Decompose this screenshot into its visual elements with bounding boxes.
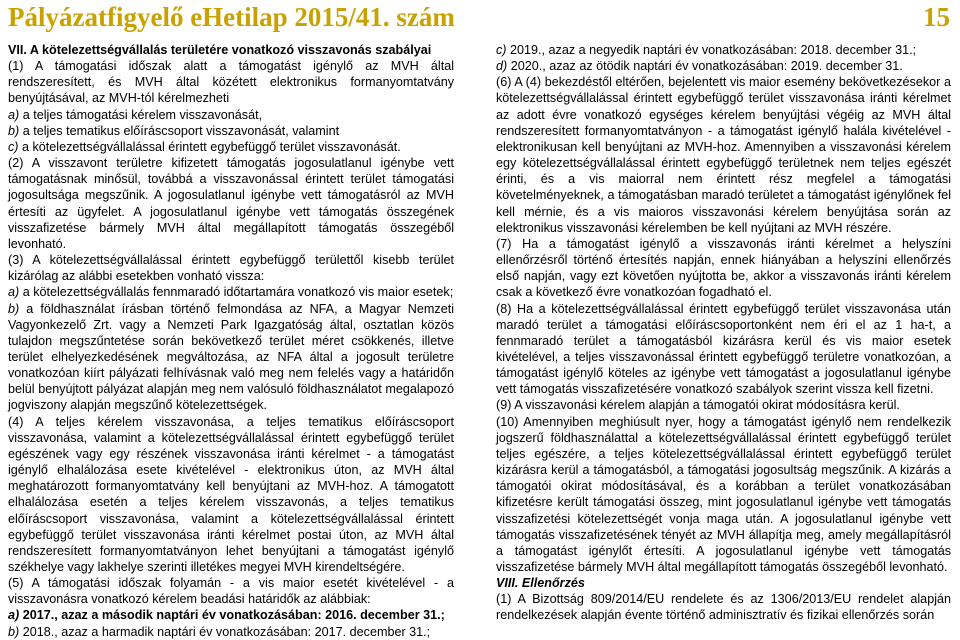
list-item-a xyxy=(8,107,454,123)
paragraph-5: (5) A támogatási időszak folyamán - a vis maior esetét kivételével - a visszavonásra vonatkozó kérelem beadási határidők az alábbiak: xyxy=(8,576,454,607)
list-item-b xyxy=(8,123,454,139)
paragraph-4: (4) A teljes kérelem visszavonása, a teljes tematikus előíráscsoport visszavonása, valamint a kötelezettségvállalással érintett egybefüggő terület egészének vagy egy részének visszavonása iránti kérelmet - a támogatást igénylő elhalálozása esete kivételével - elektronikus úton, az MVH által meghatározott formanyomtatvány kell benyújtani az MVH-hoz. A támogatott elhalálozása esetén a teljes kérelem visszavonás, a teljes tematikus előíráscsoport visszavonása, valamint a kötelezettségvállalással érintett egybefüggő terület visszavonása iránti kérelmet postai úton, az MVH által rendszeresített formanyomtatványon lehet benyújtani a támogatást igénylő székhelye vagy lakhelye szerinti illetékes megyei MVH kirendeltségére. xyxy=(8,414,454,574)
list-text: a teljes tematikus előíráscsoport visszavonását, valamint xyxy=(19,123,340,138)
list-text: a teljes támogatási kérelem visszavonását, xyxy=(19,107,263,122)
section-title-vii: VII. A kötelezettségvállalás területére vonatkozó visszavonás szabályai xyxy=(8,43,432,57)
journal-title: Pályázatfigyelő eHetilap 2015/41. szám xyxy=(8,2,455,32)
list-item-5d xyxy=(496,58,951,74)
list-label: b) xyxy=(8,301,20,316)
list-text: a földhasználat írásban történő felmondása az NFA, a Magyar Nemzeti Vagyonkezelő Zrt. vagy a Nemzeti Park Igazgatóság által, osztatlan közös tulajdon megszűntetése során bekövetkező terület méret csökkenés, illetve terület elhelyezkedésének megváltozása, az NFA által a jogosult területre vonatkozóan kiírt pályázati felhívásnak való meg nem felelés vagy a határidőn belül benyújtott pályázat alapján meg nem valósuló földhasználatot megalapozó jogviszony alapján megszűnő kötelezettségek. xyxy=(8,301,454,413)
section-title-viii: VIII. Ellenőrzés xyxy=(496,576,585,591)
list-item-3b xyxy=(8,301,454,414)
list-label: c) xyxy=(496,43,507,57)
list-label: d) xyxy=(496,59,508,74)
list-label: a) xyxy=(8,107,20,122)
list-label: c) xyxy=(8,139,19,154)
list-item-5c xyxy=(496,42,951,58)
list-item-c xyxy=(8,139,454,155)
list-label: a) xyxy=(8,285,20,300)
left-column xyxy=(8,42,454,640)
list-text: 2018., azaz a harmadik naptári év vonatkozásában: 2017. december 31.; xyxy=(19,624,431,639)
list-item-5b xyxy=(8,624,454,640)
paragraph-7: (7) Ha a támogatást igénylő a visszavonás iránti kérelmet a helyszíni ellenőrzésről történő értesítés napján, ennek hiányában a helyszíni ellenőrzés első napján, vagy ezt követően nyújtotta be, akkor a visszavonás iránti kérelem csak a következő évre vonatkozóan fogadható el. xyxy=(496,236,951,300)
page-header xyxy=(8,0,950,38)
paragraph-2: (2) A visszavont területre kifizetett támogatás jogosulatlanul igénybe vett támogatásnak minősül, továbbá a visszavonással érintett terület támogatási jogosultsága megszűnik. A jogosulatlanul igénybe vett támogatásról az MVH értesíti az ügyfelet. A jogosulatlanul igénybe vett támogatás összegének visszafizetése bármely MVH által megállapított támogatás összegéből levonható. xyxy=(8,156,454,251)
list-text: 2017., azaz a második naptári év vonatkozásában: 2016. december 31.; xyxy=(19,608,445,623)
paragraph-1: (1) A támogatási időszak alatt a támogatást igénylő az MVH által rendszeresített, és MVH által közétett elektronikus formanyomtatvány benyújtásával, az MVH-tól kérelmezheti xyxy=(8,59,454,106)
list-text: a kötelezettségvállalással érintett egybefüggő terület visszavonását. xyxy=(18,139,401,154)
paragraph-8: (8) Ha a kötelezettségvállalással érintett egybefüggő terület visszavonása után maradó terület a támogatási előíráscsoportonként nem éri el az 1 ha-t, a fennmaradó terület a támogatásból kizárásra kerül és vis maior esetek kivételével, a teljes visszavonással érintett egybefüggő területre vonatkozóan, a támogatást igénylő köteles az igénybe vett támogatást a jogosulatlanul igénybe vett támogatás visszafizetésére vonatkozó szabályok szerint vissza kell fizetni. xyxy=(496,301,951,397)
paragraph-6: (6) A (4) bekezdéstől eltérően, bejelentett vis maior esemény bekövetkezésekor a kötelezettségvállalással érintett egybefüggő terület visszavonása iránti kérelmet az adott évre vonatkozó egységes kérelem benyújtási végéig az MVH által rendszeresített formanyomtatványon - a támogatást igénylő halála kivételével - elektronikusan kell benyújtani az MVH-hoz. Amennyiben a visszavonási kérelem egy kötelezettségvállalással érintett egybefüggő területnek nem teljes egészét érinti, és a vis maiorral nem érintett rész megfelel a támogatási követelményeknek, a támogatásban maradó területet a támogatást igénylőnek fel kell mérnie, és a vis maioros visszavonási kérelem benyújtása során az elektronikus visszavonási kérelemben be kell nyújtani az MVH részére. xyxy=(496,75,951,235)
right-column xyxy=(496,42,951,624)
list-text: 2019., azaz a negyedik naptári év vonatkozásában: 2018. december 31.; xyxy=(506,43,917,57)
list-item-3a xyxy=(8,284,454,300)
list-text: 2020., azaz az ötödik naptári év vonatkozásában: 2019. december 31. xyxy=(507,59,903,74)
list-text: a kötelezettségvállalás fennmaradó időtartamára vonatkozó vis maior esetek; xyxy=(19,285,454,300)
paragraph-3: (3) A kötelezettségvállalással érintett egybefüggő területtől kisebb terület kizárólag az alábbi esetekben vonható vissza: xyxy=(8,253,454,284)
list-label: b) xyxy=(8,123,20,138)
list-label: a) xyxy=(8,608,20,623)
list-label: b) xyxy=(8,624,20,639)
paragraph-10: (10) Amennyiben meghiúsult nyer, hogy a támogatást igénylő nem rendelkezik jogszerű földhasználattal a kötelezettségvállalással érintett egybefüggő terület teljes egészére, a teljes kötelezettségvállalással érintett egybefüggő terület kizárásra kerül a támogatásból, a támogatási jogosultság megszűnik. A kizárás a támogatói okirat módosításával, és a korábban a terület vonatkozásában kifizetésre került támogatási összeg, mint jogosulatlanul igénybe vett támogatás visszafizetési kötelezettségét vonja maga után. A jogosulatlanul igénybe vett támogatás visszafizetésének tényét az MVH állapítja meg, amely megállapításról a támogatást igénylőt értesíti. A jogosulatlanul igénybe vett támogatás visszafizetése bármely MVH által megállapított támogatás összegéből levonható. xyxy=(496,414,951,574)
paragraph-viii-1: (1) A Bizottság 809/2014/EU rendelete és az 1306/2013/EU rendelet alapján rendelkezések alapján évente történő adminisztratív és fizikai ellenőrzés során xyxy=(496,592,951,623)
page-number: 15 xyxy=(923,2,950,32)
paragraph-9: (9) A visszavonási kérelem alapján a támogatói okirat módosításra kerül. xyxy=(496,398,900,413)
